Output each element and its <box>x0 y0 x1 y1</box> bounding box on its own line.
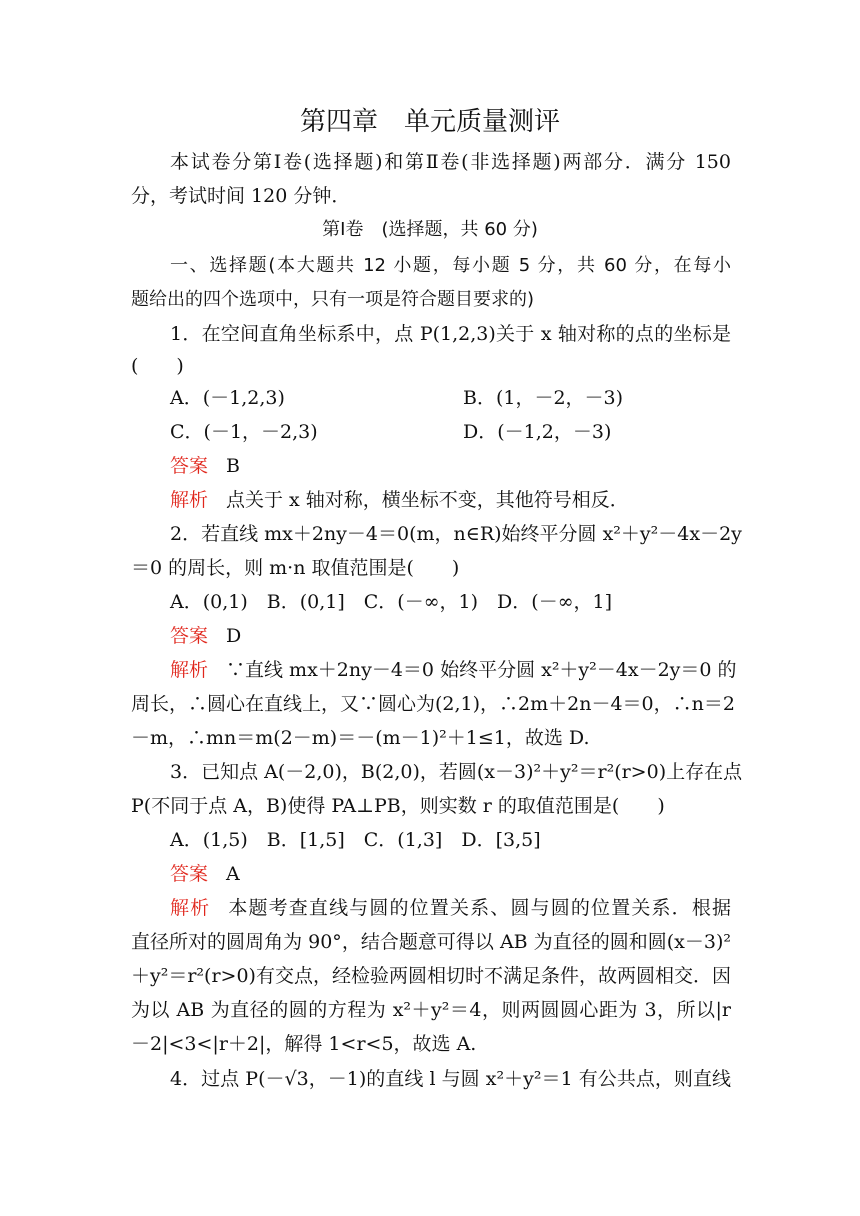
q3-analysis-line-2: 直径所对的圆周角为 90°，结合题意可得以 AB 为直径的圆和圆(x－3)² <box>131 931 731 953</box>
q3-answer: A <box>226 863 240 885</box>
page-title: 第四章 单元质量测评 <box>299 107 560 137</box>
part-heading-line-1: 一、选择题(本大题共 12 小题，每小题 5 分，共 60 分，在每小 <box>170 255 731 276</box>
q2-options: A．(0,1) B．(0,1] C．(－∞，1) D．(－∞，1] <box>170 591 613 613</box>
q3-answer-line <box>170 857 731 891</box>
q3-stem-line-2: P(不同于点 A，B)使得 PA⊥PB，则实数 r 的取值范围是( ) <box>131 795 665 817</box>
q3-stem-line-1: 3．已知点 A(－2,0)，B(2,0)，若圆(x－3)²＋y²＝r²(r>0)上存在点 <box>170 761 743 783</box>
intro-line-1: 本试卷分第Ⅰ卷(选择题)和第Ⅱ卷(非选择题)两部分．满分 150 <box>170 151 731 173</box>
q2-stem-line-1: 2．若直线 mx＋2ny－4＝0(m，n∈R)始终平分圆 x²＋y²－4x－2y <box>170 523 742 545</box>
q2-analysis-line-1 <box>170 653 737 687</box>
analysis-label: 解析 <box>170 897 211 919</box>
answer-label: 答案 <box>170 455 209 477</box>
section-heading: 第Ⅰ卷 (选择题，共 60 分) <box>322 219 538 240</box>
answer-label: 答案 <box>170 863 209 885</box>
q3-options: A．(1,5) B．[1,5] C．(1,3] D．[3,5] <box>170 829 541 851</box>
part-heading-line-2: 题给出的四个选项中，只有一项是符合题目要求的) <box>131 289 535 310</box>
q1-option-b: B．(1，－2，－3) <box>463 387 624 409</box>
q2-answer: D <box>226 625 242 647</box>
q1-analysis-line <box>170 483 731 517</box>
q2-answer-line <box>170 619 731 653</box>
analysis-label: 解析 <box>170 659 209 681</box>
q1-answer-line <box>170 449 731 483</box>
q1-answer: B <box>226 455 240 477</box>
q1-analysis-text: 点关于 x 轴对称，横坐标不变，其他符号相反． <box>226 489 629 511</box>
q3-analysis-line-3: ＋y²＝r²(r>0)有交点，经检验两圆相切时不满足条件，故两圆相交．因 <box>131 965 731 987</box>
q3-analysis-line-4: 为以 AB 为直径的圆的方程为 x²＋y²＝4，则两圆圆心距为 3，所以|r <box>131 999 731 1021</box>
q1-stem-line-2: ( ) <box>131 355 184 377</box>
q1-option-d: D．(－1,2，－3) <box>463 421 612 443</box>
q2-analysis-line-2: 周长，∴圆心在直线上，又∵圆心为(2,1)，∴2m＋2n－4＝0，∴n＝2 <box>131 693 735 715</box>
q3-analysis-text-1: 本题考查直线与圆的位置关系、圆与圆的位置关系．根据 <box>228 897 731 919</box>
q2-analysis-line-3: －m，∴mn＝m(2－m)＝－(m－1)²＋1≤1，故选 D. <box>131 727 590 749</box>
q3-analysis-line-1 <box>170 891 731 925</box>
q2-analysis-text-1: ∵直线 mx＋2ny－4＝0 始终平分圆 x²＋y²－4x－2y＝0 的 <box>226 659 737 681</box>
q2-stem-line-2: ＝0 的周长，则 m·n 取值范围是( ) <box>131 557 460 579</box>
q4-stem-line-1: 4．过点 P(－√3，－1)的直线 l 与圆 x²＋y²＝1 有公共点，则直线 <box>170 1068 731 1090</box>
analysis-label: 解析 <box>170 489 209 511</box>
answer-label: 答案 <box>170 625 209 647</box>
q1-option-c: C．(－1，－2,3) <box>170 421 318 443</box>
intro-line-2: 分，考试时间 120 分钟． <box>131 185 351 207</box>
q3-analysis-line-5: －2|<3<|r＋2|，解得 1<r<5，故选 A. <box>131 1033 477 1055</box>
q1-option-a: A．(－1,2,3) <box>170 387 285 409</box>
q1-stem-line-1: 1．在空间直角坐标系中，点 P(1,2,3)关于 x 轴对称的点的坐标是 <box>170 323 731 345</box>
